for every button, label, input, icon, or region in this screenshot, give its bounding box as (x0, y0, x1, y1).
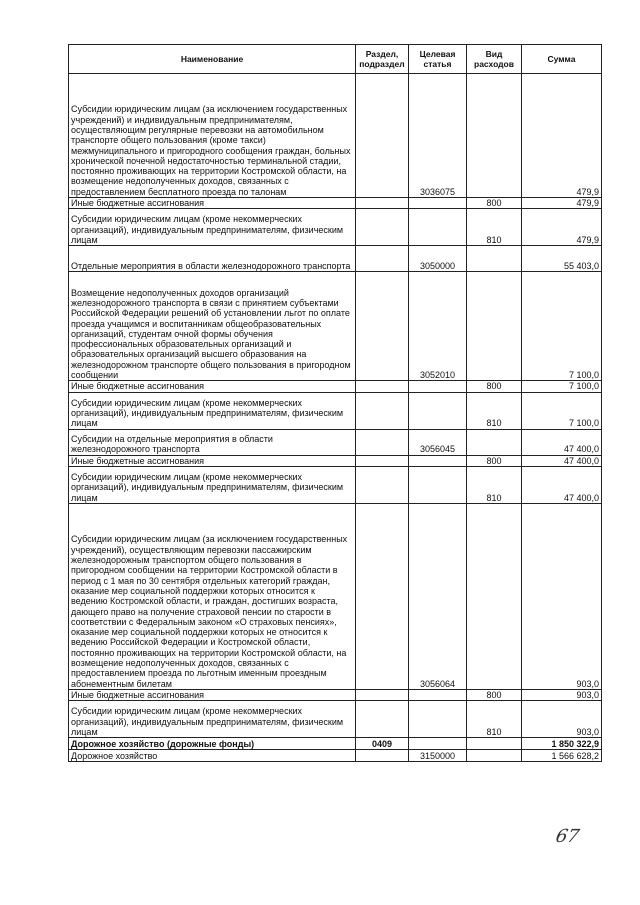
cell-kind: 800 (467, 198, 522, 209)
cell-article: 3150000 (409, 750, 467, 762)
table-row (69, 246, 602, 272)
table-row (69, 750, 602, 762)
budget-table (68, 44, 602, 762)
cell-section (356, 272, 409, 381)
cell-article (409, 381, 467, 392)
table-row (69, 198, 602, 209)
cell-sum: 7 100,0 (522, 272, 602, 381)
table-row (69, 503, 602, 689)
cell-name: Субсидии юридическим лицам (кроме некоммерческих организаций), индивидуальным предпринимателям, физическим лицам (69, 392, 356, 429)
table-row (69, 392, 602, 429)
cell-sum: 1 566 628,2 (522, 750, 602, 762)
header-sum: Сумма (522, 45, 602, 74)
cell-kind: 810 (467, 701, 522, 738)
cell-section (356, 392, 409, 429)
header-article: Целевая статья (409, 45, 467, 74)
cell-section (356, 246, 409, 272)
cell-article: 3050000 (409, 246, 467, 272)
cell-kind: 810 (467, 466, 522, 503)
cell-article: 3052010 (409, 272, 467, 381)
cell-article: 3036075 (409, 74, 467, 198)
table-row (69, 738, 602, 750)
table-row (69, 429, 602, 455)
table-row (69, 381, 602, 392)
cell-sum: 1 850 322,9 (522, 738, 602, 750)
table-row (69, 455, 602, 466)
table-row (69, 466, 602, 503)
cell-name: Иные бюджетные ассигнования (69, 689, 356, 700)
header-kind: Вид расходов (467, 45, 522, 74)
cell-article (409, 392, 467, 429)
cell-sum: 479,9 (522, 198, 602, 209)
cell-article (409, 701, 467, 738)
table-row (69, 689, 602, 700)
cell-kind (467, 74, 522, 198)
cell-section (356, 455, 409, 466)
cell-kind (467, 750, 522, 762)
cell-sum: 479,9 (522, 74, 602, 198)
cell-name: Субсидии на отдельные мероприятия в области железнодорожного транспорта (69, 429, 356, 455)
cell-section (356, 701, 409, 738)
table-body (69, 74, 602, 762)
cell-name: Дорожное хозяйство (69, 750, 356, 762)
cell-name: Возмещение недополученных доходов организаций железнодорожного транспорта в связи с принятием субъектами Российской Федерации решений об установлении льгот по оплате проезда учащимся и воспитанникам общеобразовательных организаций, студентам очной формы обучения профессиональных образовательных организаций и образовательных организаций высшего образования на железнодорожном транспорте общего пользования в пригородном сообщении (69, 272, 356, 381)
cell-kind (467, 272, 522, 381)
cell-article (409, 689, 467, 700)
cell-name: Иные бюджетные ассигнования (69, 381, 356, 392)
cell-kind (467, 503, 522, 689)
table-row (69, 74, 602, 198)
cell-section (356, 429, 409, 455)
cell-article (409, 455, 467, 466)
cell-kind: 810 (467, 392, 522, 429)
cell-sum: 479,9 (522, 209, 602, 246)
cell-sum: 7 100,0 (522, 381, 602, 392)
cell-kind (467, 246, 522, 272)
cell-sum: 903,0 (522, 503, 602, 689)
cell-name: Отдельные мероприятия в области железнодорожного транспорта (69, 246, 356, 272)
cell-sum: 47 400,0 (522, 466, 602, 503)
cell-article (409, 198, 467, 209)
cell-section (356, 381, 409, 392)
cell-section (356, 198, 409, 209)
cell-kind: 810 (467, 209, 522, 246)
cell-sum: 55 403,0 (522, 246, 602, 272)
table-row (69, 209, 602, 246)
cell-kind (467, 429, 522, 455)
cell-section (356, 74, 409, 198)
table-row (69, 701, 602, 738)
cell-section: 0409 (356, 738, 409, 750)
cell-name: Субсидии юридическим лицам (за исключением государственных учреждений) и индивидуальным предпринимателям, осуществляющим регулярные перевозки на автомобильном транспорте общего пользования (кроме такси) межмуниципального и пригородного сообщения граждан, больных хронической почечной недостаточностью терминальной стадии, постоянно проживающих на территории Костромской области, на возмещение недополученных доходов, связанных с предоставлением бесплатного проезда по талонам (69, 74, 356, 198)
cell-section (356, 209, 409, 246)
cell-sum: 47 400,0 (522, 429, 602, 455)
cell-name: Иные бюджетные ассигнования (69, 198, 356, 209)
cell-kind: 800 (467, 455, 522, 466)
cell-section (356, 466, 409, 503)
cell-sum: 7 100,0 (522, 392, 602, 429)
cell-name: Субсидии юридическим лицам (кроме некоммерческих организаций), индивидуальным предпринимателям, физическим лицам (69, 209, 356, 246)
cell-sum: 903,0 (522, 701, 602, 738)
cell-sum: 47 400,0 (522, 455, 602, 466)
cell-article: 3056064 (409, 503, 467, 689)
page-number: 67 (553, 826, 582, 847)
table-header-row (69, 45, 602, 74)
cell-kind (467, 738, 522, 750)
header-name: Наименование (69, 45, 356, 74)
cell-name: Иные бюджетные ассигнования (69, 455, 356, 466)
cell-article: 3056045 (409, 429, 467, 455)
header-section: Раздел, подраздел (356, 45, 409, 74)
cell-section (356, 503, 409, 689)
cell-article (409, 209, 467, 246)
cell-name: Субсидии юридическим лицам (за исключением государственных учреждений), осуществляющим перевозки пассажирским железнодорожным транспортом общего пользования в пригородном сообщении на территории Костромской области в период с 1 мая по 30 сентября отдельных категорий граждан, оказание мер социальной поддержки которых относится к ведению Костромской области, и граждан, достигших возраста, дающего право на получение страховой пенсии по старости в соответствии с Федеральным законом «О страховых пенсиях», оказание мер социальной поддержки которых не относится к ведению Российской Федерации и Костромской области, постоянно проживающих на территории Костромской области, на возмещение недополученных доходов, связанных с предоставлением проезда по льготным именным проездным абонементным билетам (69, 503, 356, 689)
table-row (69, 272, 602, 381)
cell-name: Дорожное хозяйство (дорожные фонды) (69, 738, 356, 750)
cell-section (356, 750, 409, 762)
cell-section (356, 689, 409, 700)
cell-article (409, 466, 467, 503)
cell-article (409, 738, 467, 750)
cell-sum: 903,0 (522, 689, 602, 700)
cell-kind: 800 (467, 689, 522, 700)
cell-kind: 800 (467, 381, 522, 392)
cell-name: Субсидии юридическим лицам (кроме некоммерческих организаций), индивидуальным предпринимателям, физическим лицам (69, 701, 356, 738)
cell-name: Субсидии юридическим лицам (кроме некоммерческих организаций), индивидуальным предпринимателям, физическим лицам (69, 466, 356, 503)
